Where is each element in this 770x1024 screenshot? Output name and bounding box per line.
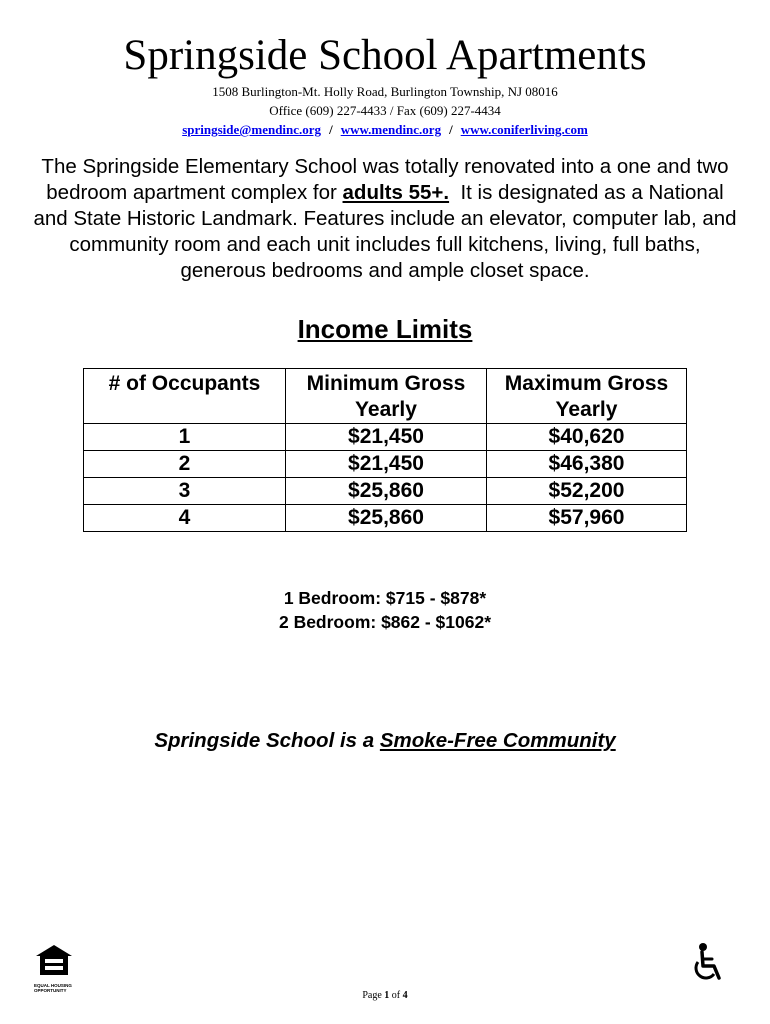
contact-links bbox=[0, 120, 770, 139]
smoke-free-notice bbox=[0, 729, 770, 753]
header-minimum: Minimum Gross Yearly bbox=[286, 369, 487, 424]
income-limits-table bbox=[83, 368, 687, 532]
intro-paragraph bbox=[30, 154, 743, 284]
occupants-cell: 3 bbox=[84, 478, 286, 505]
page-title: Springside School Apartments bbox=[123, 32, 647, 79]
equal-housing-logo bbox=[34, 944, 78, 993]
intro-text-1: The Springside Elementary School was totally renovated into a one and two bedroom apartment complex for bbox=[41, 155, 729, 204]
occupants-cell: 2 bbox=[84, 451, 286, 478]
header-maximum: Maximum Gross Yearly bbox=[487, 369, 687, 424]
maximum-cell: $52,200 bbox=[487, 478, 687, 505]
maximum-cell: $46,380 bbox=[487, 451, 687, 478]
one-bedroom-rent: 1 Bedroom: $715 - $878* bbox=[283, 588, 487, 608]
page-of: of bbox=[389, 990, 403, 1001]
link-separator: / bbox=[329, 122, 333, 137]
table-row bbox=[84, 478, 687, 505]
minimum-cell: $21,450 bbox=[286, 424, 487, 451]
minimum-cell: $25,860 bbox=[286, 505, 487, 532]
address: 1508 Burlington-Mt. Holly Road, Burlington Township, NJ 08016 bbox=[212, 84, 558, 99]
phone-fax: Office (609) 227-4433 / Fax (609) 227-4434 bbox=[269, 103, 501, 118]
smoke-free-prefix: Springside School is a bbox=[154, 729, 380, 752]
equal-housing-icon bbox=[34, 944, 74, 976]
intro-text-2: It is designated as a National and State Historic Landmark. Features include an elevator, computer lab, and community room and each unit includes full kitchens, living, full baths, generous bedrooms and ample closet space. bbox=[33, 181, 743, 282]
occupants-cell: 4 bbox=[84, 505, 286, 532]
maximum-cell: $40,620 bbox=[487, 424, 687, 451]
table-row bbox=[84, 451, 687, 478]
table-row bbox=[84, 505, 687, 532]
page-current: 1 bbox=[384, 990, 390, 1001]
income-limits-title: Income Limits bbox=[297, 314, 473, 344]
wheelchair-icon bbox=[690, 942, 726, 986]
mendinc-link[interactable]: www.mendinc.org bbox=[340, 122, 442, 137]
page-total: 4 bbox=[402, 990, 408, 1001]
email-link[interactable]: springside@mendinc.org bbox=[182, 122, 322, 137]
minimum-cell: $21,450 bbox=[286, 451, 487, 478]
smoke-free-underlined: Smoke-Free Community bbox=[379, 729, 616, 752]
table-header-row bbox=[84, 369, 687, 424]
conifer-link[interactable]: www.coniferliving.com bbox=[460, 122, 588, 137]
two-bedroom-rent: 2 Bedroom: $862 - $1062* bbox=[278, 612, 492, 632]
intro-emphasis: adults 55+. bbox=[342, 181, 450, 204]
occupants-cell: 1 bbox=[84, 424, 286, 451]
maximum-cell: $57,960 bbox=[487, 505, 687, 532]
table-row bbox=[84, 424, 687, 451]
link-separator: / bbox=[449, 122, 453, 137]
header-occupants: # of Occupants bbox=[84, 369, 286, 424]
letterhead bbox=[0, 30, 770, 139]
page-prefix: Page bbox=[362, 990, 385, 1001]
page-footer bbox=[0, 990, 770, 1001]
rent-ranges bbox=[0, 586, 770, 634]
equal-housing-text: EQUAL HOUSING OPPORTUNITY bbox=[34, 983, 72, 993]
minimum-cell: $25,860 bbox=[286, 478, 487, 505]
